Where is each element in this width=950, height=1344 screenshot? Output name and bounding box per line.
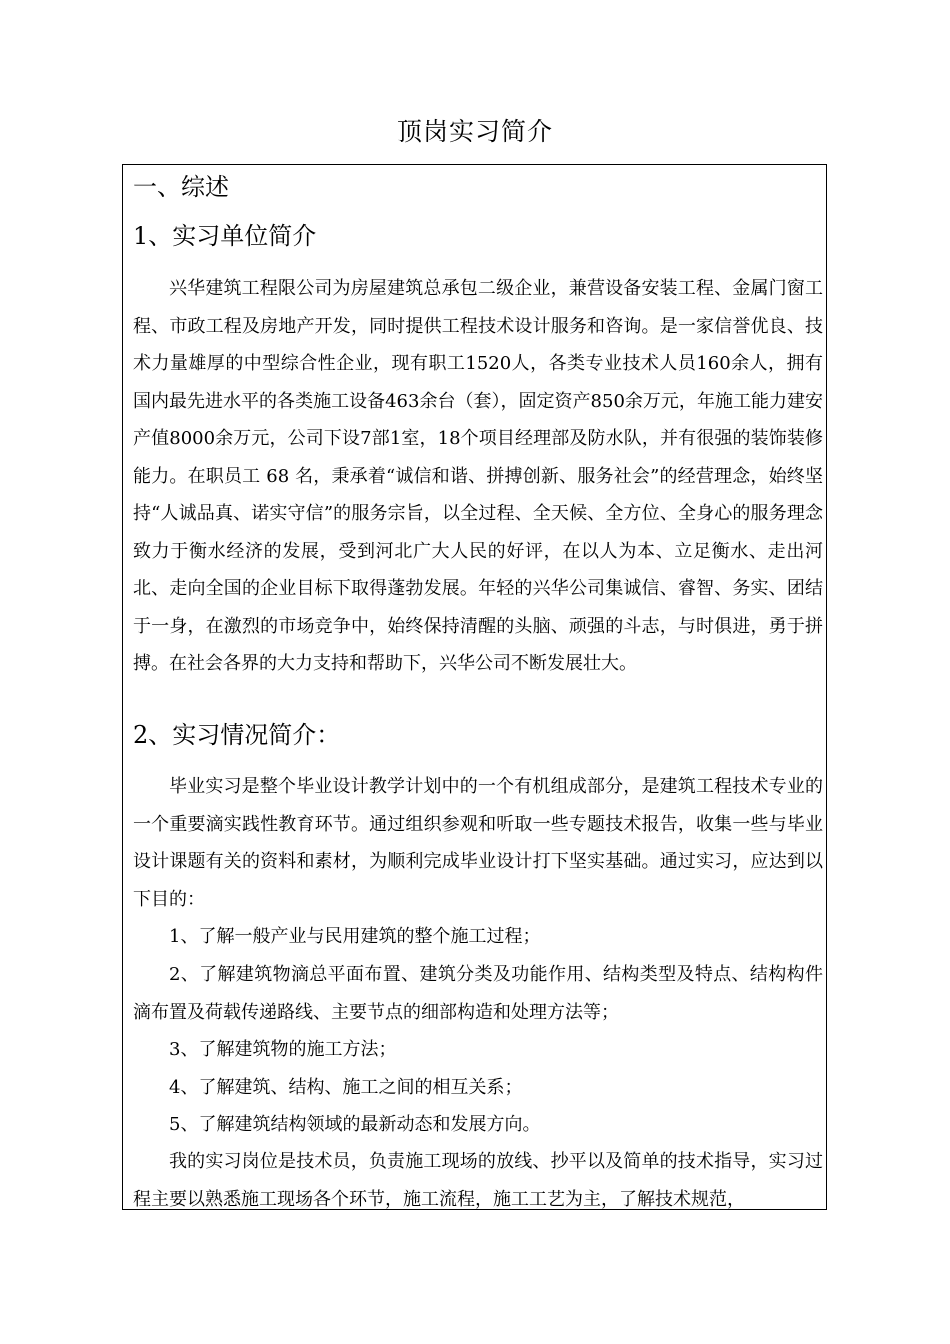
section-heading-overview: 一、综述 — [133, 173, 229, 201]
goal-item: 3、了解建筑物的施工方法； — [169, 1039, 397, 1060]
goal-item: 4、了解建筑、结构、施工之间的相互关系； — [169, 1077, 523, 1098]
internship-intro-paragraph: 毕业实习是整个毕业设计教学计划中的一个有机组成部分，是建筑工程技术专业的一个重要滴实践性教育环节。通过组织参观和听取一些专题技术报告，收集一些与毕业设计课题有关的资料和素材，为顺利完成毕业设计打下坚实基础。通过实习，应达到以下目的： — [133, 776, 823, 910]
document-title: 顶岗实习简介 — [396, 117, 553, 146]
goal-item: 5、了解建筑结构领域的最新动态和发展方向。 — [169, 1114, 541, 1135]
company-intro-paragraph: 兴华建筑工程限公司为房屋建筑总承包二级企业，兼营设备安装工程、金属门窗工程、市政工程及房地产开发，同时提供工程技术设计服务和咨询。是一家信誉优良、技术力量雄厚的中型综合性企业，现有职工1520人，各类专业技术人员160余人，拥有国内最先进水平的各类施工设备463余台（套），固定资产850余万元，年施工能力建安产值8000余万元，公司下设7部1室，18个项目经理部及防水队，并有很强的装饰装修能力。在职员工 68 名，秉承着“诚信和谐、拼搏创新、服务社会”的经营理念，始终坚持“人诚品真、诺实守信”的服务宗旨，以全过程、全天候、全方位、全身心的服务理念致力于衡水经济的发展，受到河北广大人民的好评，在以人为本、立足衡水、走出河北、走向全国的企业目标下取得蓬勃发展。年轻的兴华公司集诚信、睿智、务实、团结于一身，在激烈的市场竞争中，始终保持清醒的头脑、顽强的斗志，与时俱进，勇于拼搏。在社会各界的大力支持和帮助下，兴华公司不断发展壮大。 — [133, 278, 823, 674]
goal-item: 1、了解一般产业与民用建筑的整个施工过程； — [169, 926, 541, 947]
subsection-heading-company: 1、实习单位简介 — [133, 222, 317, 250]
position-paragraph: 我的实习岗位是技术员，负责施工现场的放线、抄平以及简单的技术指导，实习过程主要以熟悉施工现场各个环节，施工流程，施工工艺为主，了解技术规范， — [133, 1151, 823, 1210]
content-frame — [122, 164, 827, 1210]
subsection-heading-internship: 2、实习情况简介： — [133, 721, 341, 749]
goal-item: 2、了解建筑物滴总平面布置、建筑分类及功能作用、结构类型及特点、结构构件滴布置及荷载传递路线、主要节点的细部构造和处理方法等； — [133, 964, 823, 1023]
